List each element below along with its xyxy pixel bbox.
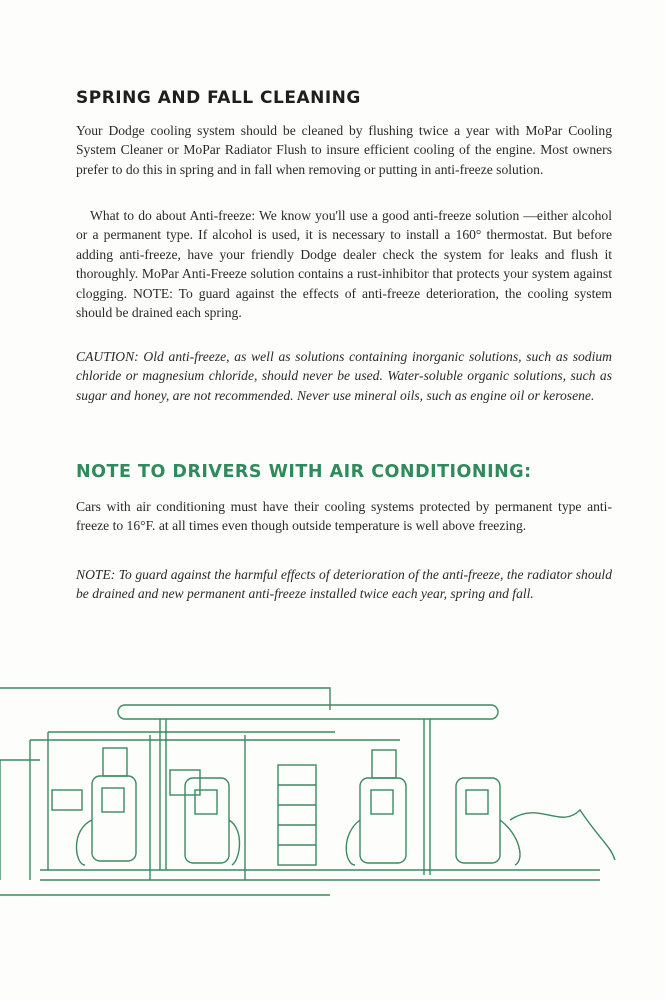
gas-pump [185, 778, 240, 865]
canopy [118, 705, 498, 875]
shrubbery [510, 810, 615, 860]
caution-paragraph: CAUTION: Old anti-freeze, as well as solutions containing inorganic solutions, such as sodium chloride or magnesium chloride, should never be used. Water-soluble organic solutions, such as sugar and honey, are not recommended. Never use mineral oils, such as engine oil or kerosene. [76, 349, 612, 403]
gas-pump [456, 778, 520, 865]
paragraph-air-conditioning: Cars with air conditioning must have their cooling systems protected by permanent type anti-freeze to 16°F. at all times even though outside temperature is well above freezing. [76, 499, 612, 534]
section-heading-spring-fall-cleaning: SPRING AND FALL CLEANING [76, 88, 361, 108]
paragraph-anti-freeze: What to do about Anti-freeze: We know you'll use a good anti-freeze solution —either alcohol or a permanent type. If alcohol is used, it is necessary to install a 160° thermostat. But before adding anti-freeze, have your friendly Dodge dealer check the system for leaks and flush it thoroughly. MoPar Anti-Freeze solution contains a rust-inhibitor that protects your system against clogging. NOTE: To guard against the effects of anti-freeze deterioration, the cooling system should be drained each spring. [76, 208, 612, 321]
gas-pump [346, 750, 406, 865]
section-heading-air-conditioning: NOTE TO DRIVERS WITH AIR CONDITIONING: [76, 462, 532, 482]
gas-station-illustration [0, 670, 665, 910]
pump-island [0, 870, 600, 895]
note-paragraph: NOTE: To guard against the harmful effects of deterioration of the anti-freeze, the radiator should be drained and new permanent anti-freeze installed twice each year, spring and fall. [76, 567, 612, 602]
gas-pump [76, 748, 136, 865]
paragraph-cleaning: Your Dodge cooling system should be cleaned by flushing twice a year with MoPar Cooling System Cleaner or MoPar Radiator Flush to insure efficient cooling of the engine. Most owners prefer to do this in spring and in fall when removing or putting in anti-freeze solution. [76, 123, 612, 177]
station-building [0, 688, 400, 880]
oil-display-rack [278, 765, 316, 865]
